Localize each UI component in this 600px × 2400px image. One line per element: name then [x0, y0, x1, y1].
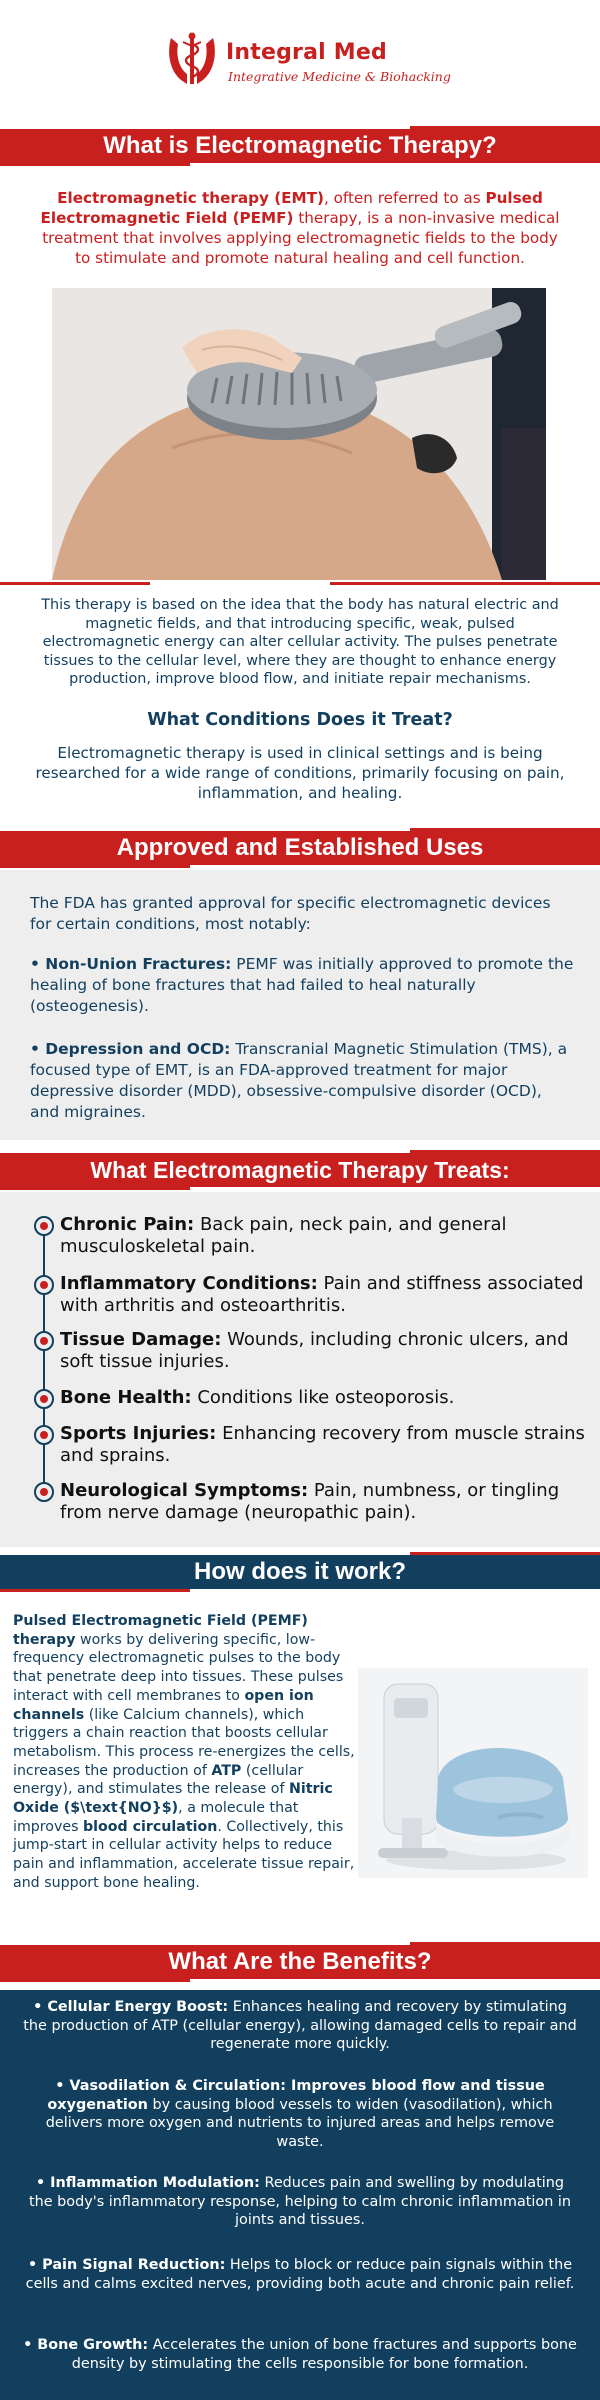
emphasis: blood circulation [83, 1818, 218, 1835]
text: . Collectively, this jump-start in cellular activity helps to reduce pain and inflammation, accelerate tissue repair, and support bone healing. [13, 1818, 355, 1891]
intro-paragraph [34, 188, 566, 268]
emphasis: open ion channels [13, 1687, 314, 1723]
item-text: Enhances healing and recovery by stimulating the production of ATP (cellular energy), allowing damaged cells to repair and regenerate more quickly. [23, 1999, 577, 2052]
list-item [60, 1329, 585, 1373]
list-item [30, 1039, 575, 1123]
pemf-chair-photo [358, 1668, 588, 1878]
timeline-dot-icon [34, 1425, 54, 1445]
therapy-device-photo [52, 288, 546, 580]
brand-tagline: Integrative Medicine & Biohacking [228, 69, 451, 84]
item-text: PEMF was initially approved to promote the healing of bone fractures that had failed to heal naturally (osteogenesis). [30, 955, 574, 1015]
list-item [22, 1998, 578, 2054]
item-text: Transcranial Magnetic Stimulation (TMS), a focused type of EMT, is an FDA-approved treatment for major depressive disorder (MDD), obsessive-compulsive disorder (OCD), and migraines. [30, 1040, 568, 1121]
item-label: Chronic Pain: [60, 1214, 195, 1235]
timeline-dot-icon [34, 1482, 54, 1502]
timeline-dot-icon [34, 1331, 54, 1351]
section-banner-approved-uses [0, 828, 600, 868]
section-title-benefits: What Are the Benefits? [168, 1948, 432, 1975]
item-label: • Non-Union Fractures: [30, 955, 232, 973]
item-label: • Bone Growth: [23, 2337, 149, 2353]
therapy-explanation: This therapy is based on the idea that the body has natural electric and magnetic fields, and that introducing specific, weak, pulsed electromagnetic energy can alter cellular activity. The pulses penetrate tissues to the cellular level, where they are thought to enhance energy production, improve blood flow, and initiate repair mechanisms. [41, 597, 559, 687]
item-label: • Depression and OCD: [30, 1040, 231, 1058]
list-item [30, 954, 575, 1017]
item-label: Tissue Damage: [60, 1329, 222, 1350]
list-item [22, 2256, 578, 2293]
text: works by delivering specific, low-frequency electromagnetic pulses to the body that penetrate deep into tissues. These pulses interact with cell membranes to [13, 1631, 344, 1704]
item-text: Conditions like osteoporosis. [191, 1387, 455, 1408]
text: , a molecule that improves [13, 1800, 299, 1835]
item-text: Reduces pain and swelling by modulating the body's inflammatory response, helping to calm chronic inflammation in joints and tissues. [28, 2175, 572, 2228]
section-title-how: How does it work? [193, 1558, 406, 1585]
item-label: • Vasodilation & Circulation: Improves blood flow and tissue oxygenation [47, 2078, 545, 2113]
item-label: • Pain Signal Reduction: [27, 2257, 226, 2273]
section-title-what-is: What is Electromagnetic Therapy? [103, 132, 497, 159]
timeline-dot-icon [34, 1389, 54, 1409]
list-item [22, 2077, 578, 2151]
list-item [22, 2174, 578, 2230]
section-title-approved-uses: Approved and Established Uses [116, 834, 484, 861]
timeline-dot-icon [34, 1216, 54, 1236]
conditions-heading: What Conditions Does it Treat? [147, 710, 453, 730]
item-label: Bone Health: [60, 1387, 192, 1408]
item-text: Wounds, including chronic ulcers, and soft tissue injuries. [60, 1329, 569, 1372]
item-text: Pain, numbness, or tingling from nerve damage (neuropathic pain). [60, 1480, 560, 1523]
brand-name: Integral Med [226, 40, 387, 65]
emphasis: ATP [211, 1762, 242, 1779]
section-banner-treats [0, 1150, 600, 1190]
list-item [60, 1273, 585, 1317]
emphasis: Nitric Oxide ($\text{NO}$) [13, 1781, 333, 1817]
item-label: Inflammatory Conditions: [60, 1273, 318, 1294]
intro-term-emt: Electromagnetic therapy (EMT) [57, 189, 324, 207]
item-text: Enhancing recovery from muscle strains and sprains. [60, 1423, 585, 1466]
emphasis: Pulsed Electromagnetic Field (PEMF) therapy [13, 1613, 308, 1648]
intro-term-pemf: Pulsed Electromagnetic Field (PEMF) [40, 189, 543, 227]
list-item [60, 1214, 585, 1258]
section-banner-what-is [0, 126, 600, 166]
list-item [22, 2336, 578, 2373]
divider [330, 582, 600, 585]
section-banner-benefits [0, 1942, 600, 1982]
section-banner-how [0, 1552, 600, 1592]
item-text: by causing blood vessels to widen (vasodilation), which delivers more oxygen and nutrients to injured areas and helps remove waste. [45, 2096, 555, 2150]
list-item [60, 1480, 585, 1524]
item-label: • Inflammation Modulation: [35, 2175, 260, 2191]
intro-text: , often referred to as [323, 189, 486, 207]
how-it-works-paragraph [13, 1612, 363, 1893]
approved-uses-intro: The FDA has granted approval for specific electromagnetic devices for certain conditions, most notably: [30, 894, 551, 933]
item-label: Sports Injuries: [60, 1423, 217, 1444]
text: (like Calcium channels), which triggers a chain reaction that boosts cellular metabolism. This process re-energizes the cells, increases the production of [13, 1706, 355, 1779]
timeline-line [43, 1222, 45, 1492]
list-item [60, 1387, 585, 1409]
item-text: Back pain, neck pain, and general musculoskeletal pain. [60, 1214, 507, 1257]
item-label: Neurological Symptoms: [60, 1480, 309, 1501]
list-item [60, 1423, 585, 1467]
item-text: Pain and stiffness associated with arthritis and osteoarthritis. [60, 1273, 584, 1316]
header [0, 0, 600, 118]
text: (cellular energy), and stimulates the release of [13, 1762, 304, 1798]
item-label: • Cellular Energy Boost: [33, 1999, 229, 2015]
conditions-paragraph: Electromagnetic therapy is used in clinical settings and is being researched for a wide range of conditions, primarily focusing on pain, inflammation, and healing. [35, 744, 565, 802]
item-text: Helps to block or reduce pain signals within the cells and calms excited nerves, providing both acute and chronic pain relief. [25, 2257, 575, 2292]
item-text: Accelerates the union of bone fractures and supports bone density by stimulating the cells responsible for bone formation. [71, 2337, 577, 2372]
intro-text: therapy, is a non-invasive medical treatment that involves applying electromagnetic fields to the body to stimulate and promote natural healing and cell function. [42, 209, 560, 267]
caduceus-hands-logo-icon [163, 30, 221, 90]
divider [0, 582, 150, 585]
timeline-dot-icon [34, 1275, 54, 1295]
section-title-treats: What Electromagnetic Therapy Treats: [90, 1157, 510, 1183]
